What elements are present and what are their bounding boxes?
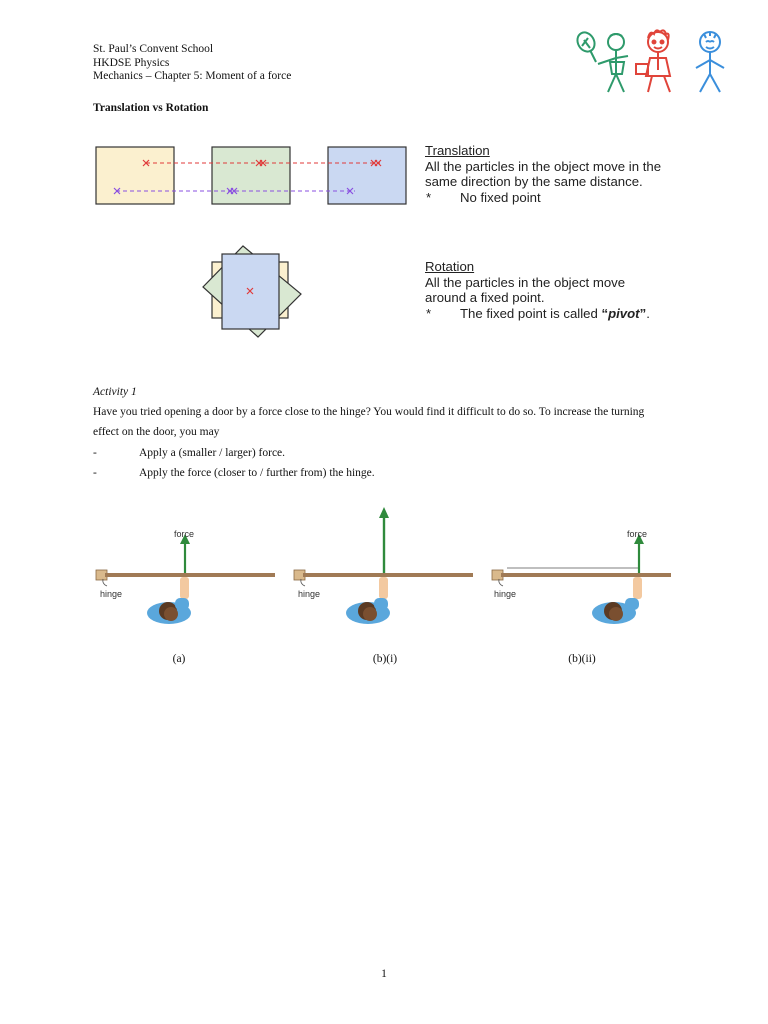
rotation-bullet <box>425 306 755 322</box>
red-figure <box>636 30 670 92</box>
figure-b-ii-caption: (b)(ii) <box>568 653 596 665</box>
section-heading: Translation vs Rotation <box>93 102 209 114</box>
translation-diagram <box>90 142 412 210</box>
rotation-bullet-pre: The fixed point is called <box>460 305 602 321</box>
door <box>501 573 671 577</box>
translation-box-end <box>328 147 406 204</box>
figure-b-i-caption: (b)(i) <box>372 653 398 665</box>
activity-item-2-dash: - <box>93 467 97 479</box>
person-icon <box>592 577 642 624</box>
chapter-title: Mechanics – Chapter 5: Moment of a force <box>93 70 292 82</box>
translation-title: Translation <box>425 143 490 158</box>
blue-figure <box>696 32 724 92</box>
school-name: St. Paul’s Convent School <box>93 43 214 55</box>
hinge-label: hinge <box>100 589 123 599</box>
stick-figures-logo <box>570 28 760 100</box>
rotation-line-2: around a fixed point. <box>425 290 545 305</box>
translation-bullet-mark: * <box>426 189 432 205</box>
pivot-term: pivot <box>608 305 640 321</box>
translation-bullet-text: No fixed point <box>460 189 541 205</box>
rotation-bullet-quote-close: ” <box>639 305 647 321</box>
rotation-line-1: All the particles in the object move <box>425 274 626 290</box>
page-number: 1 <box>381 968 387 980</box>
rotation-note <box>425 259 755 321</box>
activity-intro <box>93 402 733 442</box>
activity-item-1-dash: - <box>93 447 97 459</box>
rotation-title: Rotation <box>425 259 475 274</box>
figure-b-ii <box>489 520 675 632</box>
door <box>105 573 275 577</box>
activity-intro-line-1: Have you tried opening a door by a force close to the hinge? You would find it difficult to do so. To increase the turning <box>93 406 645 418</box>
activity-title: Activity 1 <box>93 386 137 398</box>
hinge-label: hinge <box>298 589 321 599</box>
person-icon <box>147 577 191 624</box>
door <box>303 573 473 577</box>
translation-bullet <box>425 190 755 206</box>
rotation-bullet-mark: * <box>426 305 432 321</box>
translation-line-2: same direction by the same distance. <box>425 174 643 189</box>
translation-note <box>425 143 755 205</box>
activity-intro-line-2: effect on the door, you may <box>93 426 220 438</box>
rotation-bullet-quote-open: “ <box>601 305 609 321</box>
hinge-label: hinge <box>494 589 517 599</box>
person-icon <box>346 577 390 624</box>
subject-name: HKDSE Physics <box>93 56 170 69</box>
translation-box-middle <box>212 147 290 204</box>
activity-item-1: Apply a (smaller / larger) force. <box>139 447 286 459</box>
rotation-diagram <box>198 242 304 340</box>
translation-box-start <box>96 147 174 204</box>
activity-item-2: Apply the force (closer to / further from) the hinge. <box>139 467 375 479</box>
force-label: force <box>174 529 195 539</box>
force-label: force <box>627 529 648 539</box>
figure-b-i <box>291 500 477 632</box>
figure-a-caption: (a) <box>172 653 186 665</box>
green-figure <box>574 29 628 92</box>
rotation-bullet-text <box>460 306 650 322</box>
translation-line-1: All the particles in the object move in the <box>425 158 662 174</box>
figure-a <box>93 520 279 632</box>
rotation-bullet-post: . <box>646 305 650 321</box>
